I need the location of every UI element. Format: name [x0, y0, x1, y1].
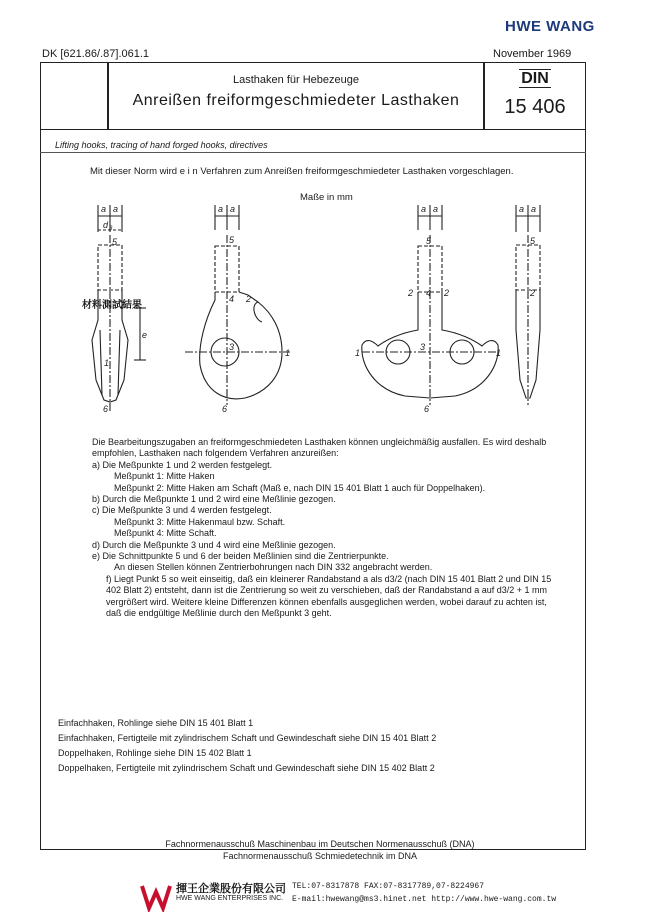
din-label: DIN [521, 70, 549, 87]
point-label: 4 [229, 294, 235, 304]
point-label: 3 [420, 342, 426, 352]
dim-a-label: a [218, 204, 224, 214]
dim-d3-sub: 3 [109, 226, 113, 232]
company-phone-fax: TEL:07-8317878 FAX:07-8317789,07-8224967 [292, 882, 485, 891]
point-label: 2 [246, 294, 252, 304]
dim-a-label: a [101, 204, 107, 214]
company-email-web: E-mail:hwewang@ms3.hinet.net http://www.hwe-wang.com.tw [292, 895, 557, 904]
step-c1: Meßpunkt 3: Mitte Hakenmaul bzw. Schaft. [114, 516, 286, 527]
reference-item: Einfachhaken, Rohlinge siehe DIN 15 401 Blatt 1 [58, 718, 254, 728]
company-name-en: HWE WANG ENTERPRISES INC. [176, 895, 284, 902]
footer-line: Fachnormenausschuß Schmiedetechnik im DNA [222, 851, 418, 861]
hook-drawings [0, 0, 650, 430]
point-label: 2 [444, 288, 450, 298]
step-a2: Meßpunkt 2: Mitte Haken am Schaft (Maß e, nach DIN 15 401 Blatt 1 auch für Doppelhaken). [114, 482, 486, 493]
company-logo-icon [140, 882, 172, 912]
reference-item: Doppelhaken, Rohlinge siehe DIN 15 402 Blatt 1 [58, 748, 252, 758]
intro-text: Mit dieser Norm wird e i n Verfahren zum Anreißen freiformgeschmiedeter Lasthaken vorgeschlagen. [90, 166, 514, 177]
dim-a-label: a [421, 204, 427, 214]
point-label: 1 [104, 358, 110, 368]
dim-a-label: a [531, 204, 537, 214]
dimension-note: Maße in mm [300, 192, 353, 203]
step-c2: Meßpunkt 4: Mitte Schaft. [114, 528, 217, 539]
point-label: 2 [530, 288, 536, 298]
step-a1: Meßpunkt 1: Mitte Haken [114, 471, 215, 482]
reference-list [58, 716, 436, 776]
point-label: 1 [496, 348, 502, 358]
step-f: f) Liegt Punkt 5 so weit einseitig, daß ein kleinerer Randabstand a als d3/2 (nach DIN 15 401 Blatt 2 und DIN 15 402 Blatt 2) entsteht, dann ist die Zentrierung so weit zu verschieben, daß der Randabstand a auf d3/2 + 1 mm vergrößert wird. Weitere kleine Differenzen können ebenfalls ausgeglichen werden, wobei darauf zu achten ist, daß die endgültige Meßlinie durch den Meßpunkt 3 geht. [106, 573, 552, 619]
step-e: e) Die Schnittpunkte 5 und 6 der beiden Meßlinien sind die Zentrierpunkte. [92, 551, 389, 562]
step-e1: An diesen Stellen können Zentrierbohrungen nach DIN 332 angebracht werden. [114, 562, 433, 573]
dim-d3-label: d [103, 220, 109, 230]
point-label: 6 [424, 404, 430, 414]
point-label: 3 [229, 342, 235, 352]
point-label: 5 [530, 236, 536, 246]
point-label: 5 [426, 236, 432, 246]
point-label: 6 [103, 404, 109, 414]
figure-single-hook-front [185, 205, 290, 405]
english-title: Lifting hooks, tracing of hand forged hooks, directives [55, 140, 268, 150]
point-label: 1 [285, 348, 291, 358]
dim-a-label: a [113, 204, 119, 214]
document-subtitle: Lasthaken für Hebezeuge [233, 74, 359, 86]
procedure-text [92, 437, 552, 620]
dim-e-label: e [142, 330, 148, 340]
chinese-stamp: 材料測試結果 [82, 300, 142, 311]
document-title: Anreißen freiformgeschmiedeter Lasthaken [132, 92, 460, 109]
point-label: 6 [222, 404, 228, 414]
company-name-cn: 揮王企業股份有限公司 [176, 883, 286, 895]
figure-double-hook-front [362, 205, 498, 405]
brand-watermark: HWE WANG [505, 18, 595, 35]
point-label: 1 [355, 348, 361, 358]
figure-double-hook-side [516, 205, 540, 405]
committee-footer [130, 838, 510, 862]
dim-a-label: a [519, 204, 525, 214]
dim-a-label: a [433, 204, 439, 214]
point-label: 5 [112, 237, 118, 247]
step-c: c) Die Meßpunkte 3 und 4 werden festgelegt. [92, 505, 272, 516]
step-d: d) Durch die Meßpunkte 3 und 4 wird eine Meßlinie gezogen. [92, 539, 336, 550]
publication-date: November 1969 [493, 48, 572, 60]
dim-a-label: a [230, 204, 236, 214]
footer-line: Fachnormenausschuß Maschinenbau im Deutschen Normenausschuß (DNA) [165, 839, 475, 849]
step-b: b) Durch die Meßpunkte 1 und 2 wird eine Meßlinie gezogen. [92, 494, 336, 505]
point-label: 2 [408, 288, 414, 298]
dk-classification: DK [621.86/.87].061.1 [42, 48, 150, 60]
point-label: 4 [426, 288, 432, 298]
para-intro: Die Bearbeitungszugaben an freiformgeschmiedeten Lasthaken können ungleichmäßig ausfallen. Es wird deshalb empfohlen, Lasthaken nach folgendem Verfahren anzureißen: [92, 437, 547, 459]
reference-item: Einfachhaken, Fertigteile mit zylindrischem Schaft und Gewindeschaft siehe DIN 15 401 Blatt 2 [58, 733, 437, 743]
point-label: 5 [229, 235, 235, 245]
reference-item: Doppelhaken, Fertigteile mit zylindrischem Schaft und Gewindeschaft siehe DIN 15 402 Blatt 2 [58, 763, 435, 773]
step-a: a) Die Meßpunkte 1 und 2 werden festgelegt. [92, 459, 273, 470]
din-number: 15 406 [504, 96, 566, 118]
